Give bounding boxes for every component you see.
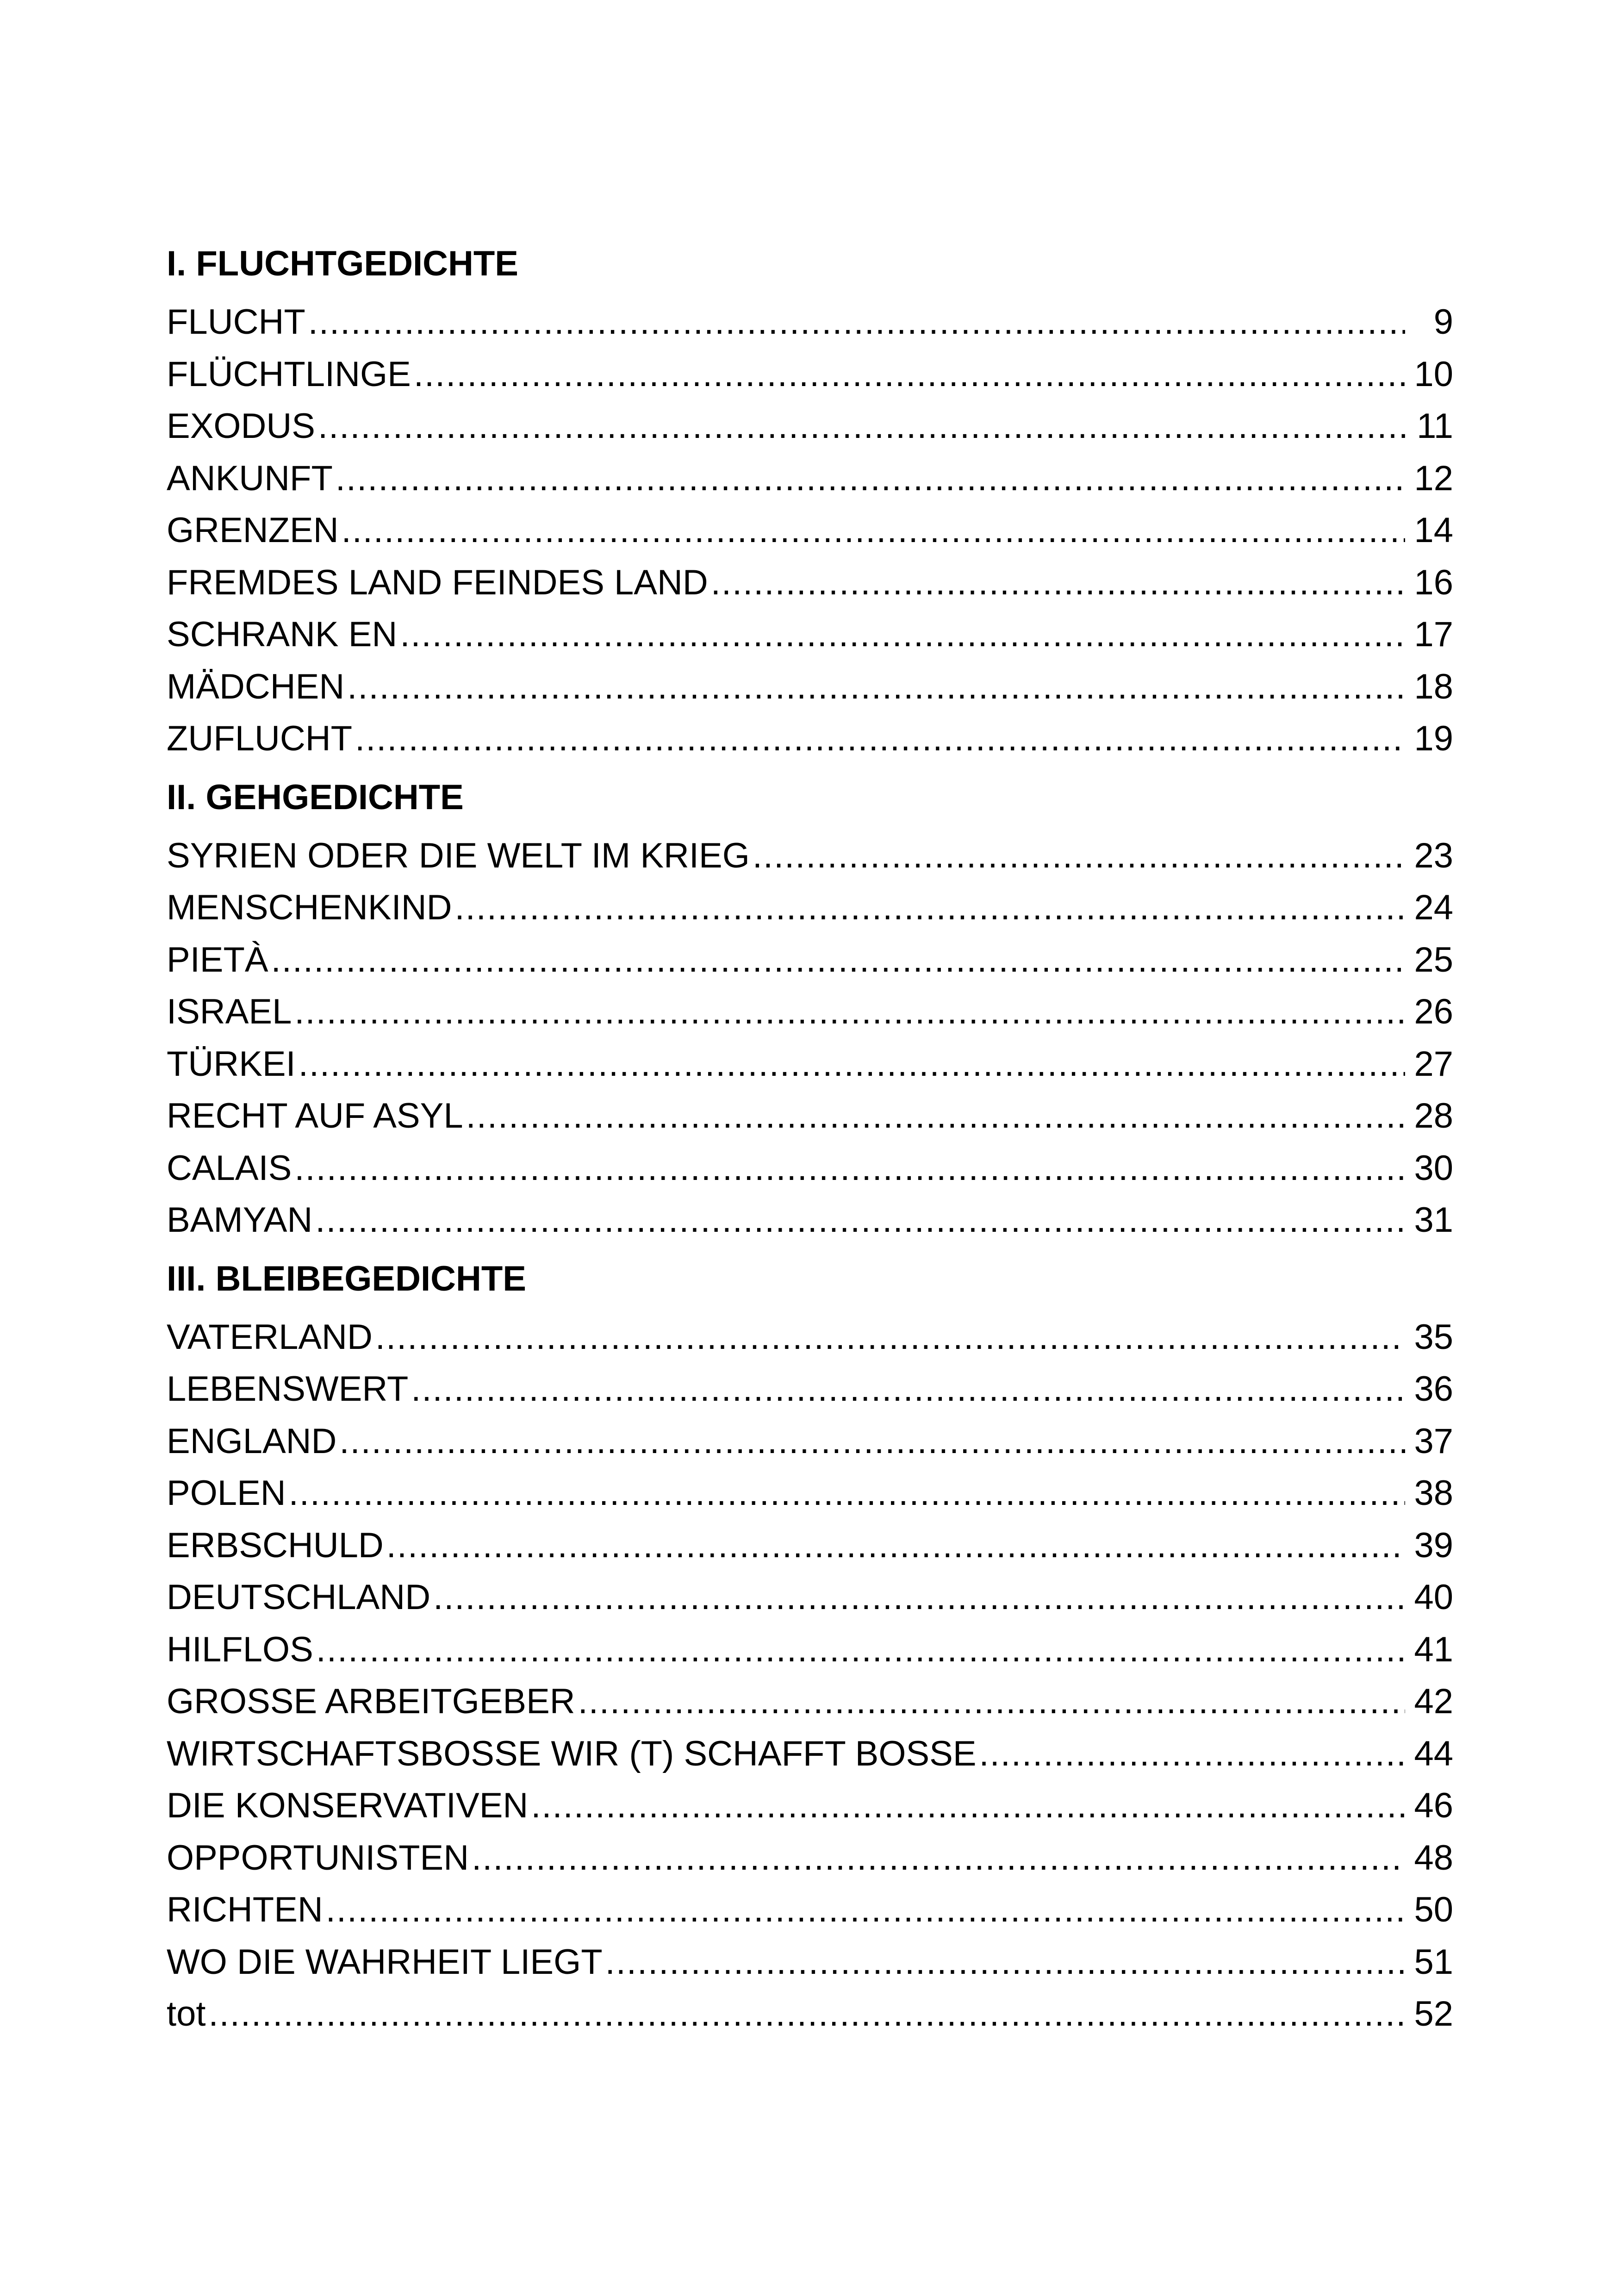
dot-leader: [400, 609, 1405, 661]
dot-leader: [326, 1884, 1405, 1936]
entry-page-number: 46: [1414, 1786, 1453, 1825]
dot-leader: [355, 713, 1405, 765]
toc-entry: [167, 1142, 1453, 1195]
entry-page-number: 28: [1414, 1096, 1453, 1136]
entry-title: MENSCHENKIND: [167, 888, 452, 927]
entry-page-number: 17: [1414, 615, 1453, 654]
dot-leader: [289, 1467, 1405, 1520]
entry-title: WIRTSCHAFTSBOSSE WIR (T) SCHAFFT BOSSE: [167, 1734, 977, 1773]
toc-section: [167, 231, 1453, 765]
toc-entry: [167, 1936, 1453, 1989]
dot-leader: [294, 1142, 1405, 1195]
dot-leader: [339, 1416, 1405, 1468]
entry-page-number: 31: [1414, 1200, 1453, 1240]
toc-entry: [167, 1363, 1453, 1416]
entry-title: FLÜCHTLINGE: [167, 354, 411, 394]
section-heading: III. BLEIBEGEDICHTE: [167, 1259, 526, 1298]
entry-page-number: 24: [1414, 888, 1453, 927]
toc-entry: [167, 1194, 1453, 1247]
entry-title: CALAIS: [167, 1148, 292, 1188]
entry-title: OPPORTUNISTEN: [167, 1838, 469, 1878]
entry-title: ISRAEL: [167, 992, 292, 1031]
toc-entry: [167, 1572, 1453, 1624]
toc-entry: [167, 661, 1453, 713]
dot-leader: [347, 661, 1405, 713]
entry-page-number: 35: [1414, 1317, 1453, 1357]
entry-page-number: 12: [1414, 458, 1453, 498]
entry-title: GRENZEN: [167, 511, 339, 550]
entry-title: TÜRKEI: [167, 1044, 296, 1084]
dot-leader: [455, 882, 1406, 934]
entry-page-number: 19: [1414, 719, 1453, 758]
entry-title: tot: [167, 1994, 206, 2034]
toc-entry: [167, 400, 1453, 453]
toc-entry: [167, 1038, 1453, 1091]
entry-title: ENGLAND: [167, 1421, 337, 1461]
entry-title: ZUFLUCHT: [167, 719, 353, 758]
entry-title: RECHT AUF ASYL: [167, 1096, 463, 1136]
entry-page-number: 16: [1414, 562, 1453, 602]
entry-page-number: 11: [1417, 406, 1453, 446]
dot-leader: [299, 1038, 1405, 1091]
toc-entry: [167, 1467, 1453, 1520]
toc-entry: [167, 453, 1453, 505]
entry-title: BAMYAN: [167, 1200, 313, 1240]
entry-page-number: 42: [1414, 1682, 1453, 1721]
entry-page-number: 52: [1414, 1994, 1453, 2034]
entry-page-number: 44: [1414, 1734, 1453, 1773]
entry-page-number: 9: [1433, 302, 1453, 342]
dot-leader: [433, 1572, 1405, 1624]
entry-title: HILFLOS: [167, 1629, 313, 1669]
toc-entry: [167, 1311, 1453, 1364]
entry-page-number: 27: [1414, 1044, 1453, 1084]
dot-leader: [342, 505, 1405, 557]
dot-leader: [316, 1624, 1405, 1676]
entry-page-number: 26: [1414, 992, 1453, 1031]
toc-section: [167, 1247, 1453, 2040]
toc-entry: [167, 1416, 1453, 1468]
entry-title: FREMDES LAND FEINDES LAND: [167, 562, 708, 602]
toc-entry: [167, 349, 1453, 401]
toc-entry: [167, 986, 1453, 1038]
dot-leader: [308, 296, 1405, 349]
dot-leader: [336, 453, 1405, 505]
dot-leader: [315, 1194, 1405, 1247]
entry-title: MÄDCHEN: [167, 667, 345, 706]
entry-title: PIETÀ: [167, 940, 268, 980]
toc-section: [167, 765, 1453, 1247]
dot-leader: [979, 1728, 1405, 1780]
dot-leader: [414, 349, 1405, 401]
entry-title: EXODUS: [167, 406, 315, 446]
entry-title: ANKUNFT: [167, 458, 333, 498]
dot-leader: [605, 1936, 1405, 1989]
entry-page-number: 10: [1414, 354, 1453, 394]
section-heading: I. FLUCHTGEDICHTE: [167, 244, 518, 283]
entry-page-number: 37: [1414, 1421, 1453, 1461]
toc-entry: [167, 713, 1453, 765]
toc-entry: [167, 505, 1453, 557]
entry-title: WO DIE WAHRHEIT LIEGT: [167, 1942, 603, 1982]
entry-title: ERBSCHULD: [167, 1525, 384, 1565]
dot-leader: [711, 557, 1405, 609]
entry-page-number: 23: [1414, 836, 1453, 875]
entry-title: GROSSE ARBEITGEBER: [167, 1682, 575, 1721]
dot-leader: [375, 1311, 1405, 1364]
entry-page-number: 25: [1414, 940, 1453, 980]
toc-entry: [167, 1884, 1453, 1936]
dot-leader: [386, 1520, 1405, 1572]
toc-entry: [167, 1090, 1453, 1142]
table-of-contents: [167, 231, 1453, 2040]
dot-leader: [578, 1676, 1405, 1728]
entry-page-number: 40: [1414, 1578, 1453, 1617]
toc-entry: [167, 1520, 1453, 1572]
entry-page-number: 14: [1414, 511, 1453, 550]
dot-leader: [318, 400, 1405, 453]
entry-page-number: 30: [1414, 1148, 1453, 1188]
entry-title: FLUCHT: [167, 302, 305, 342]
toc-entry: [167, 296, 1453, 349]
entry-page-number: 18: [1414, 667, 1453, 706]
toc-entry: [167, 882, 1453, 934]
toc-entry: [167, 1780, 1453, 1832]
entry-title: SYRIEN ODER DIE WELT IM KRIEG: [167, 836, 750, 875]
dot-leader: [271, 934, 1405, 986]
section-heading: II. GEHGEDICHTE: [167, 777, 464, 817]
dot-leader: [753, 830, 1405, 882]
entry-page-number: 50: [1414, 1890, 1453, 1929]
dot-leader: [466, 1090, 1405, 1142]
entry-page-number: 51: [1414, 1942, 1453, 1982]
entry-title: VATERLAND: [167, 1317, 373, 1357]
entry-page-number: 39: [1414, 1525, 1453, 1565]
toc-entry: [167, 1676, 1453, 1728]
toc-entry: [167, 1832, 1453, 1884]
toc-entry: [167, 609, 1453, 661]
toc-entry: [167, 1988, 1453, 2040]
entry-title: DEUTSCHLAND: [167, 1578, 431, 1617]
dot-leader: [209, 1988, 1406, 2040]
entry-page-number: 48: [1414, 1838, 1453, 1878]
entry-title: LEBENSWERT: [167, 1369, 409, 1409]
toc-entry: [167, 934, 1453, 986]
toc-entry: [167, 830, 1453, 882]
toc-entry: [167, 557, 1453, 609]
toc-entry: [167, 1624, 1453, 1676]
dot-leader: [411, 1363, 1405, 1416]
entry-page-number: 41: [1414, 1629, 1453, 1669]
entry-title: SCHRANK EN: [167, 615, 398, 654]
dot-leader: [294, 986, 1405, 1038]
toc-entry: [167, 1728, 1453, 1780]
entry-page-number: 36: [1414, 1369, 1453, 1409]
entry-title: POLEN: [167, 1473, 286, 1513]
dot-leader: [472, 1832, 1405, 1884]
entry-title: DIE KONSERVATIVEN: [167, 1786, 529, 1825]
dot-leader: [531, 1780, 1405, 1832]
entry-title: RICHTEN: [167, 1890, 323, 1929]
entry-page-number: 38: [1414, 1473, 1453, 1513]
